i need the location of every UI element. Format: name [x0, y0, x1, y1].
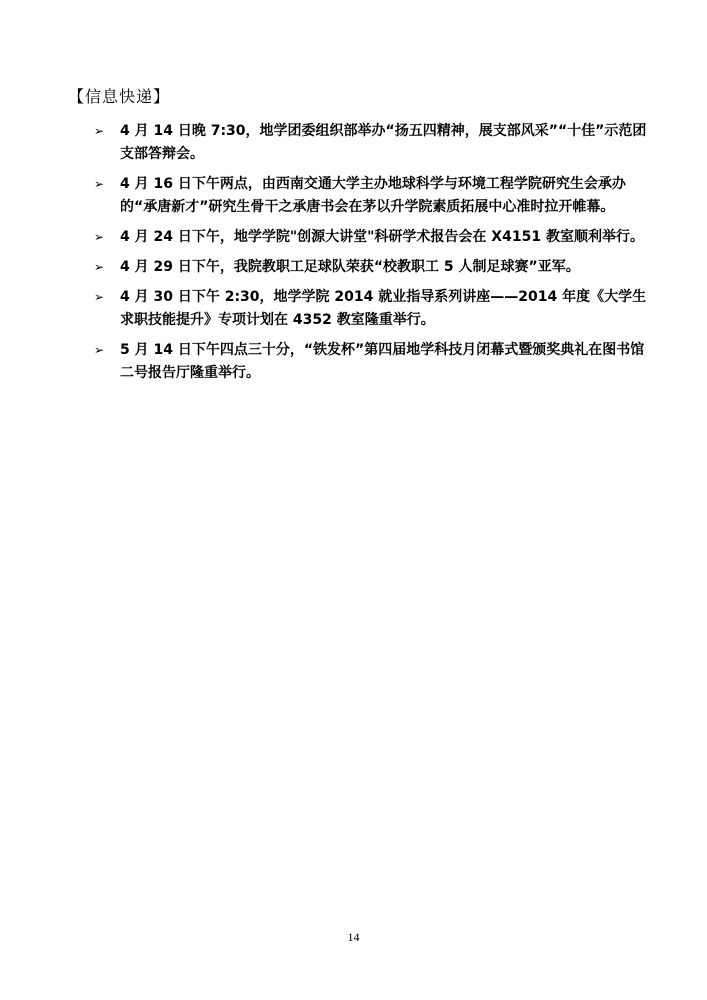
- page-number: 14: [347, 930, 360, 944]
- list-item: [94, 286, 654, 332]
- arrow-bullet-icon: ➢: [94, 343, 105, 357]
- arrow-bullet-icon: ➢: [94, 230, 105, 244]
- section-title: 【信息快递】: [68, 87, 171, 106]
- news-text: 4 月 14 日晚 7:30，地学团委组织部举办“扬五四精神，展支部风采”“十佳”示范团支部答辩会。: [120, 123, 647, 162]
- arrow-bullet-icon: ➢: [94, 124, 105, 138]
- arrow-bullet-icon: ➢: [94, 260, 105, 274]
- news-text: 5 月 14 日下午四点三十分，“铁发杯”第四届地学科技月闭幕式暨颁奖典礼在图书馆二号报告厅隆重举行。: [120, 342, 645, 381]
- news-text: 4 月 29 日下午，我院教职工足球队荣获“校教职工 5 人制足球赛”亚军。: [120, 259, 580, 275]
- news-list: [94, 120, 654, 392]
- list-item: [94, 256, 654, 279]
- list-item: [94, 173, 654, 219]
- arrow-bullet-icon: ➢: [94, 290, 105, 304]
- news-text: 4 月 16 日下午两点，由西南交通大学主办地球科学与环境工程学院研究生会承办的“承唐新才”研究生骨干之承唐书会在茅以升学院素质拓展中心准时拉开帷幕。: [120, 176, 626, 215]
- arrow-bullet-icon: ➢: [94, 177, 105, 191]
- news-text: 4 月 24 日下午，地学学院"创源大讲堂"科研学术报告会在 X4151 教室顺利举行。: [120, 229, 644, 245]
- news-text: 4 月 30 日下午 2:30，地学学院 2014 就业指导系列讲座——2014 年度《大学生求职技能提升》专项计划在 4352 教室隆重举行。: [120, 289, 647, 328]
- list-item: [94, 339, 654, 385]
- list-item: [94, 226, 654, 249]
- list-item: [94, 120, 654, 166]
